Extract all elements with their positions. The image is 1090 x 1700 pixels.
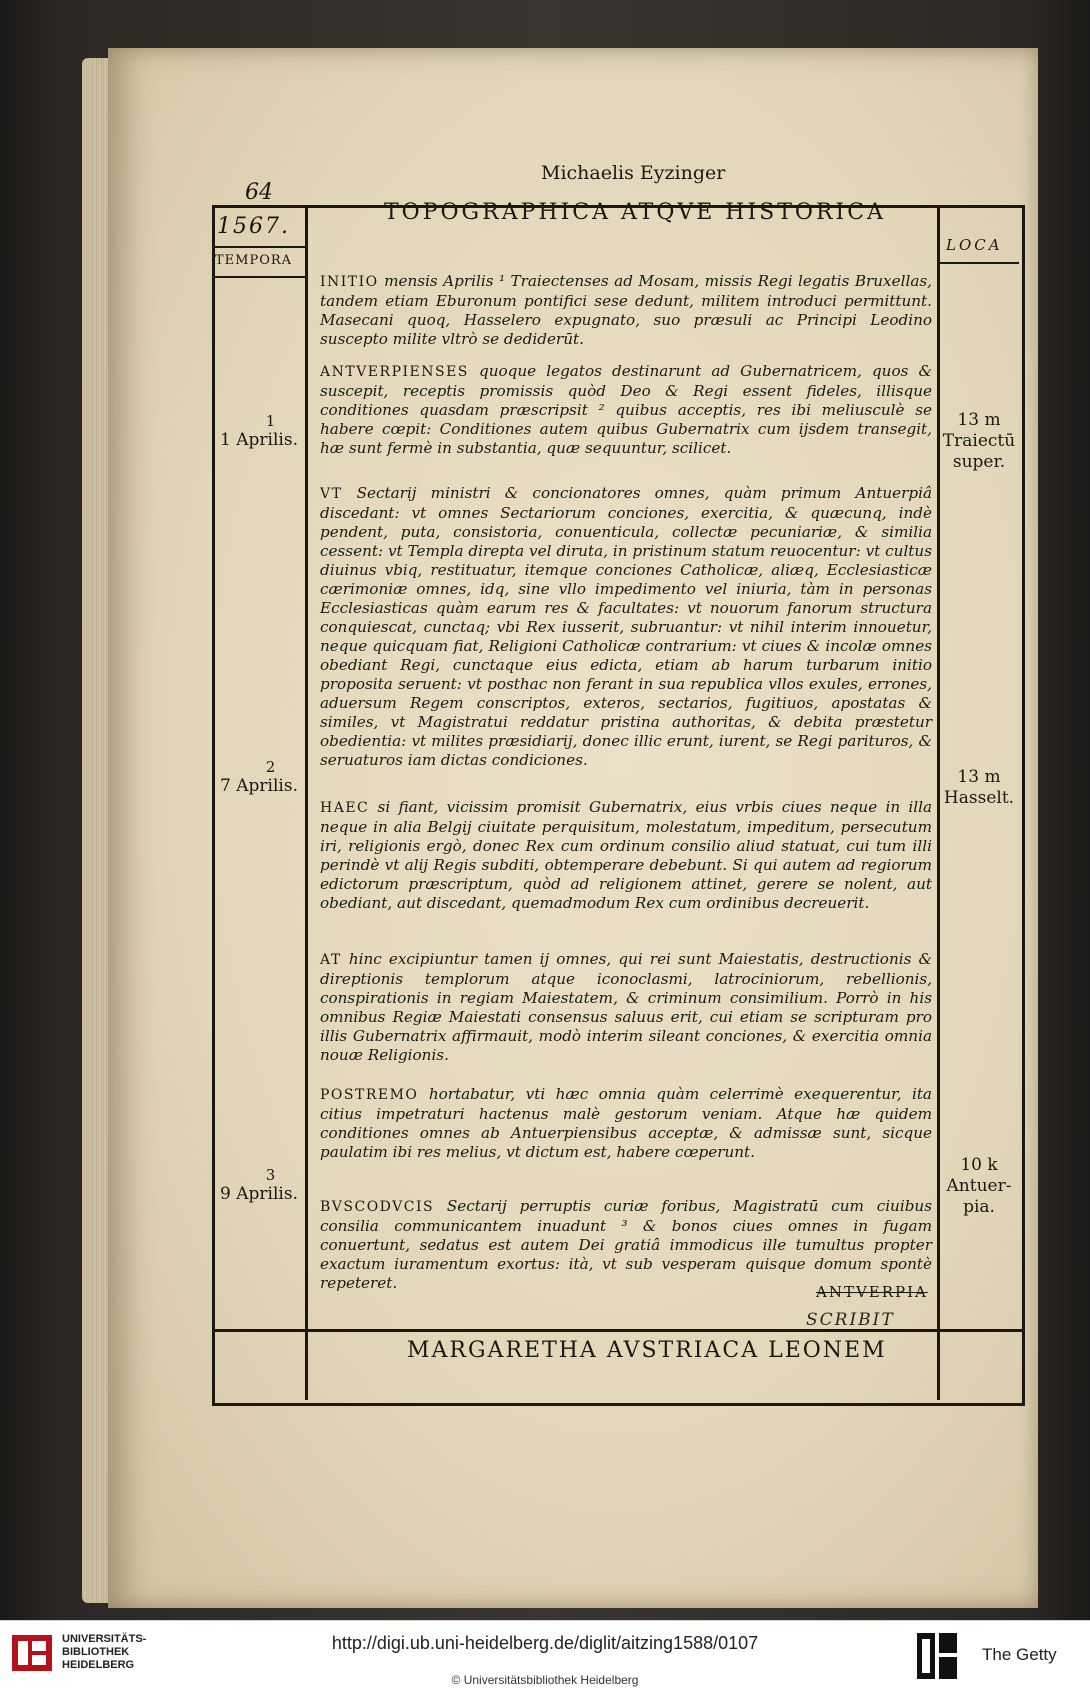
loca-place: Hasselt. (943, 788, 1015, 808)
paragraph-text: quoque legatos destinarunt ad Gubernatricem, quos & suscepit, receptis promissis quòd Deo & Regi essent fideles, illisque conditiones quasdam præscripsit ² quibus acceptis, res ibi meliusculè se habere cœpit: Conditiones autem quibus Gubernatrix cum ijsdem transegit, hæ sunt fermè in substantia, quæ sequuntur, scilicet. (320, 362, 933, 457)
copyright-notice: © Universitätsbibliothek Heidelberg (451, 1673, 639, 1687)
viewer-banner (0, 1620, 1090, 1700)
year-label: 1567. (217, 214, 290, 239)
loca-distance: 13 m (957, 410, 1001, 430)
paragraph-text: Sectarij ministri & concionatores omnes, quàm primum Antuerpiâ discedant: vt omnes Sectariorum conciones, exercitia, & quæcunq, indè pendent, puta, consistoria, conuenticula, collectæ pecuniariæ, & similia cessent: vt Templa direpta vel diruta, in pristinum statum reuocentur: vt cultus diuinus vbiq, restituatur, itemque conciones Catholicæ, aliæq, Ecclesiasticæ cærimoniæ omnes, idq, sine vllo impedimento vel iniuria, tàm in personas Ecclesiasticas quàm earum res & facultates: vt nouorum fanorum structura conquiescat, cunctaq; vbi Rex iusserit, subruantur: vt nihil interim innouetur, neque quicquam fiat, Religioni Catholicæ contrarium: vt ciues & incolæ omnes obediant Regi, cunctaque eius edicta, etiam ab harum turbarum initio proposita seruent: vt posthac non ferant in sua republica vllos exules, errones, aduersum Regem conscriptos, exteros, sectarios, fugitiuos, apostatas & similes, vt Magistratui reddatur pristina authoritas, & debita præstetur obedientia: vt milites præsidiarij, donec illic erunt, iurent, se Regi parituros, & seruaturos iam dictas condiciones. (320, 484, 932, 769)
catchword: ANTVERPIA (816, 1283, 928, 1301)
year-rule (212, 246, 306, 248)
loca-note-1 (940, 410, 1018, 473)
loca-label: LOCA (946, 236, 1003, 254)
getty-logo-icon[interactable] (915, 1631, 959, 1681)
paragraph-initio (320, 272, 932, 349)
paragraph-vt (320, 484, 932, 770)
loca-place-cont: pia. (963, 1197, 995, 1217)
paragraph-lead: INITIO (320, 274, 379, 290)
tempora-rule (212, 276, 306, 278)
paragraph-lead: BVSCODVCIS (320, 1199, 435, 1215)
paragraph-haec (320, 798, 932, 913)
loca-note-2 (940, 767, 1018, 809)
note-number: 3 (265, 1166, 276, 1184)
tempora-note-2 (213, 758, 298, 796)
page-number: 64 (245, 180, 273, 205)
loca-distance: 10 k (960, 1155, 998, 1175)
paragraph-at (320, 950, 932, 1065)
paragraph-postremo (320, 1085, 932, 1162)
tempora-note-1 (213, 412, 298, 450)
paragraph-text: si fiant, vicissim promisit Gubernatrix, eius vrbis ciues neque in illa neque in alia Belgij ciuitate perquisitum, molestatum, impeditum, persecutum iri, religionis ergò, donec Rex cum ordinum consilio aliud statuat, cui tum illi perindè vt alij Regis subditi, obtemperare debebunt. Si qui autem ad regiorum edictorum præscriptum, quòd ad religionem attinet, gerere se nolent, aut obediant, aut discedant, quemadmodum Rex cum ordinibus decreuerit. (320, 798, 933, 912)
paragraph-lead: HAEC (320, 800, 370, 816)
permalink-url[interactable]: http://digi.ub.uni-heidelberg.de/diglit/aitzing1588/0107 (331, 1633, 759, 1653)
loca-rule (937, 262, 1019, 264)
paragraph-antverpienses (320, 362, 932, 458)
loca-distance: 13 m (957, 767, 1001, 787)
tempora-note-3 (213, 1166, 298, 1204)
note-date: 1 Aprilis. (220, 430, 298, 450)
tempora-label: TEMPORA (215, 253, 293, 268)
left-column-rule (305, 205, 308, 1400)
loca-place-cont: super. (952, 452, 1006, 472)
note-date: 9 Aprilis. (220, 1184, 298, 1204)
note-date: 7 Aprilis. (220, 776, 298, 796)
note-number: 2 (265, 758, 276, 776)
loca-place: Traiectū (942, 431, 1016, 451)
loca-note-3 (940, 1155, 1018, 1218)
paragraph-buscoducis (320, 1197, 932, 1293)
page-title: TOPOGRAPHICA ATQVE HISTORICA (384, 200, 886, 225)
paragraph-text: hinc excipiuntur tamen ij omnes, qui rei sunt Maiestatis, destructionis & direptionis templorum atque iconoclasmi, latrociniorum, rebellionis, conspirationis in regiam Maiestatem, & criminum consimilium. Porrò in his omnibus Regiæ Maiestati consensus saluus erit, cui etiam se scripturam pro illis Gubernatrix affirmauit, modò interim sileant conciones, & exercitia omnia nouæ Religionis. (320, 950, 933, 1064)
paragraph-text: hortabatur, vti hæc omnia quàm celerrimè exequerentur, ita citius impetraturi hactenus malè gestorum veniam. Atque hæ quidem conditiones omnes ab Antuerpiensibus acceptæ, & admissæ sunt, sicque paulatim ibi res melius, vt dictum est, habere cœperunt. (320, 1085, 932, 1161)
footer-title: MARGARETHA AVSTRIACA LEONEM (407, 1338, 887, 1363)
university-library-name[interactable]: UNIVERSITÄTS- BIBLIOTHEK HEIDELBERG (62, 1633, 147, 1671)
handwritten-note: SCRIBIT (806, 1310, 895, 1330)
paragraph-lead: VT (320, 486, 343, 502)
loca-place: Antuer- (946, 1176, 1012, 1196)
paragraph-lead: ANTVERPIENSES (320, 364, 469, 380)
partner-name[interactable]: The Getty (982, 1645, 1057, 1664)
footer-rule (212, 1329, 1022, 1332)
paragraph-text: mensis Aprilis ¹ Traiectenses ad Mosam, missis Regi legatis Bruxellas, tandem etiam Eburonum pontifici sese dedunt, militem introduci permittunt. Masecani quoq, Hasselero expugnato, suo præsuli ac Principi Leodino suscepto milite vltrò se dediderūt. (320, 272, 932, 348)
note-number: 1 (265, 412, 276, 430)
paragraph-lead: POSTREMO (320, 1087, 419, 1103)
paragraph-text: Sectarij perruptis curiæ foribus, Magistratū cum ciuibus consilia communicantem inuadunt ³ & bonos ciues omnes in fugam conuertunt, sedatus est autem Dei gratiâ immodicus ille tumultus propter exactum iuramentum exortus: ità, vt sub vesperam quisque domum spontè repeteret. (320, 1197, 932, 1292)
paragraph-lead: AT (320, 952, 342, 968)
running-author: Michaelis Eyzinger (541, 162, 726, 184)
